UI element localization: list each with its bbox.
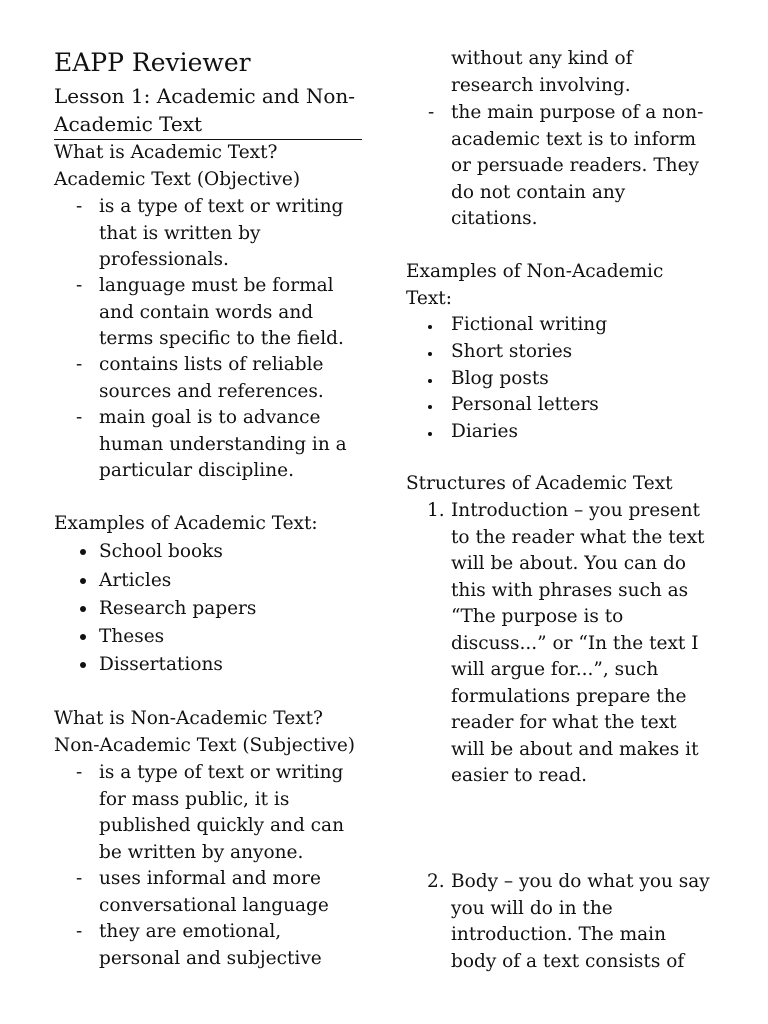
bullet-dot bbox=[428, 352, 432, 356]
bullet-dot bbox=[80, 549, 86, 555]
nonacademic-point-continued: without any kind of research involving. bbox=[451, 48, 633, 96]
heading-nonacademic-text: Non-Academic Text (Subjective) bbox=[54, 735, 355, 756]
bullet-dot bbox=[80, 606, 86, 612]
nonacademic-example: Short stories bbox=[451, 341, 573, 362]
bullet-dot bbox=[428, 325, 432, 329]
dash-marker: - bbox=[76, 762, 83, 783]
dash-marker: - bbox=[76, 196, 83, 217]
academic-example: Dissertations bbox=[99, 654, 223, 675]
structure-number: 2. bbox=[427, 871, 445, 892]
dash-marker: - bbox=[76, 868, 83, 889]
heading-academic-text: Academic Text (Objective) bbox=[54, 169, 301, 190]
academic-example: Articles bbox=[99, 570, 172, 591]
academic-example: School books bbox=[99, 541, 223, 562]
heading-structures: Structures of Academic Text bbox=[406, 473, 673, 494]
structure-number: 1. bbox=[427, 500, 445, 521]
academic-example: Research papers bbox=[99, 598, 257, 619]
nonacademic-example: Diaries bbox=[451, 421, 518, 442]
bullet-dot bbox=[80, 634, 86, 640]
document-title: EAPP Reviewer bbox=[54, 48, 251, 77]
question-academic: What is Academic Text? bbox=[54, 142, 278, 163]
nonacademic-example: Blog posts bbox=[451, 368, 549, 389]
heading-academic-examples: Examples of Academic Text: bbox=[54, 513, 318, 534]
academic-point: language must be formal and contain words and terms specific to the field. bbox=[99, 275, 344, 349]
academic-point: main goal is to advance human understanding in a particular discipline. bbox=[99, 407, 347, 481]
nonacademic-point: is a type of text or writing for mass public, it is published quickly and can be written by anyone. bbox=[99, 762, 344, 863]
bullet-dot bbox=[80, 662, 86, 668]
question-nonacademic: What is Non-Academic Text? bbox=[54, 708, 323, 729]
dash-marker: - bbox=[76, 407, 83, 428]
academic-point: is a type of text or writing that is written by professionals. bbox=[99, 196, 344, 270]
nonacademic-point: uses informal and more conversational language bbox=[99, 868, 329, 916]
nonacademic-example: Fictional writing bbox=[451, 314, 608, 335]
lesson-heading: Lesson 1: Academic and Non-Academic Text bbox=[54, 82, 362, 140]
nonacademic-example: Personal letters bbox=[451, 394, 599, 415]
bullet-dot bbox=[428, 379, 432, 383]
structure-body: Body – you do what you say you will do in the introduction. The main body of a text consists of bbox=[451, 871, 710, 972]
dash-marker: - bbox=[76, 921, 83, 942]
bullet-dot bbox=[428, 432, 432, 436]
dash-marker: - bbox=[76, 354, 83, 375]
dash-marker: - bbox=[76, 275, 83, 296]
academic-point: contains lists of reliable sources and references. bbox=[99, 354, 324, 402]
nonacademic-point: they are emotional, personal and subjective bbox=[99, 921, 322, 969]
bullet-dot bbox=[428, 405, 432, 409]
heading-nonacademic-examples: Examples of Non-Academic Text: bbox=[406, 261, 664, 309]
dash-marker: - bbox=[428, 102, 435, 123]
structure-introduction: Introduction – you present to the reader what the text will be about. You can do this with phrases such as “The purpose is to discuss...” or “In the text I will argue for...”, such formulations prepare the reader for what the text will be about and makes it easier to read. bbox=[451, 500, 705, 786]
academic-example: Theses bbox=[99, 626, 165, 647]
bullet-dot bbox=[80, 578, 86, 584]
nonacademic-point: the main purpose of a non-academic text is to inform or persuade readers. They do not contain any citations. bbox=[451, 102, 704, 229]
